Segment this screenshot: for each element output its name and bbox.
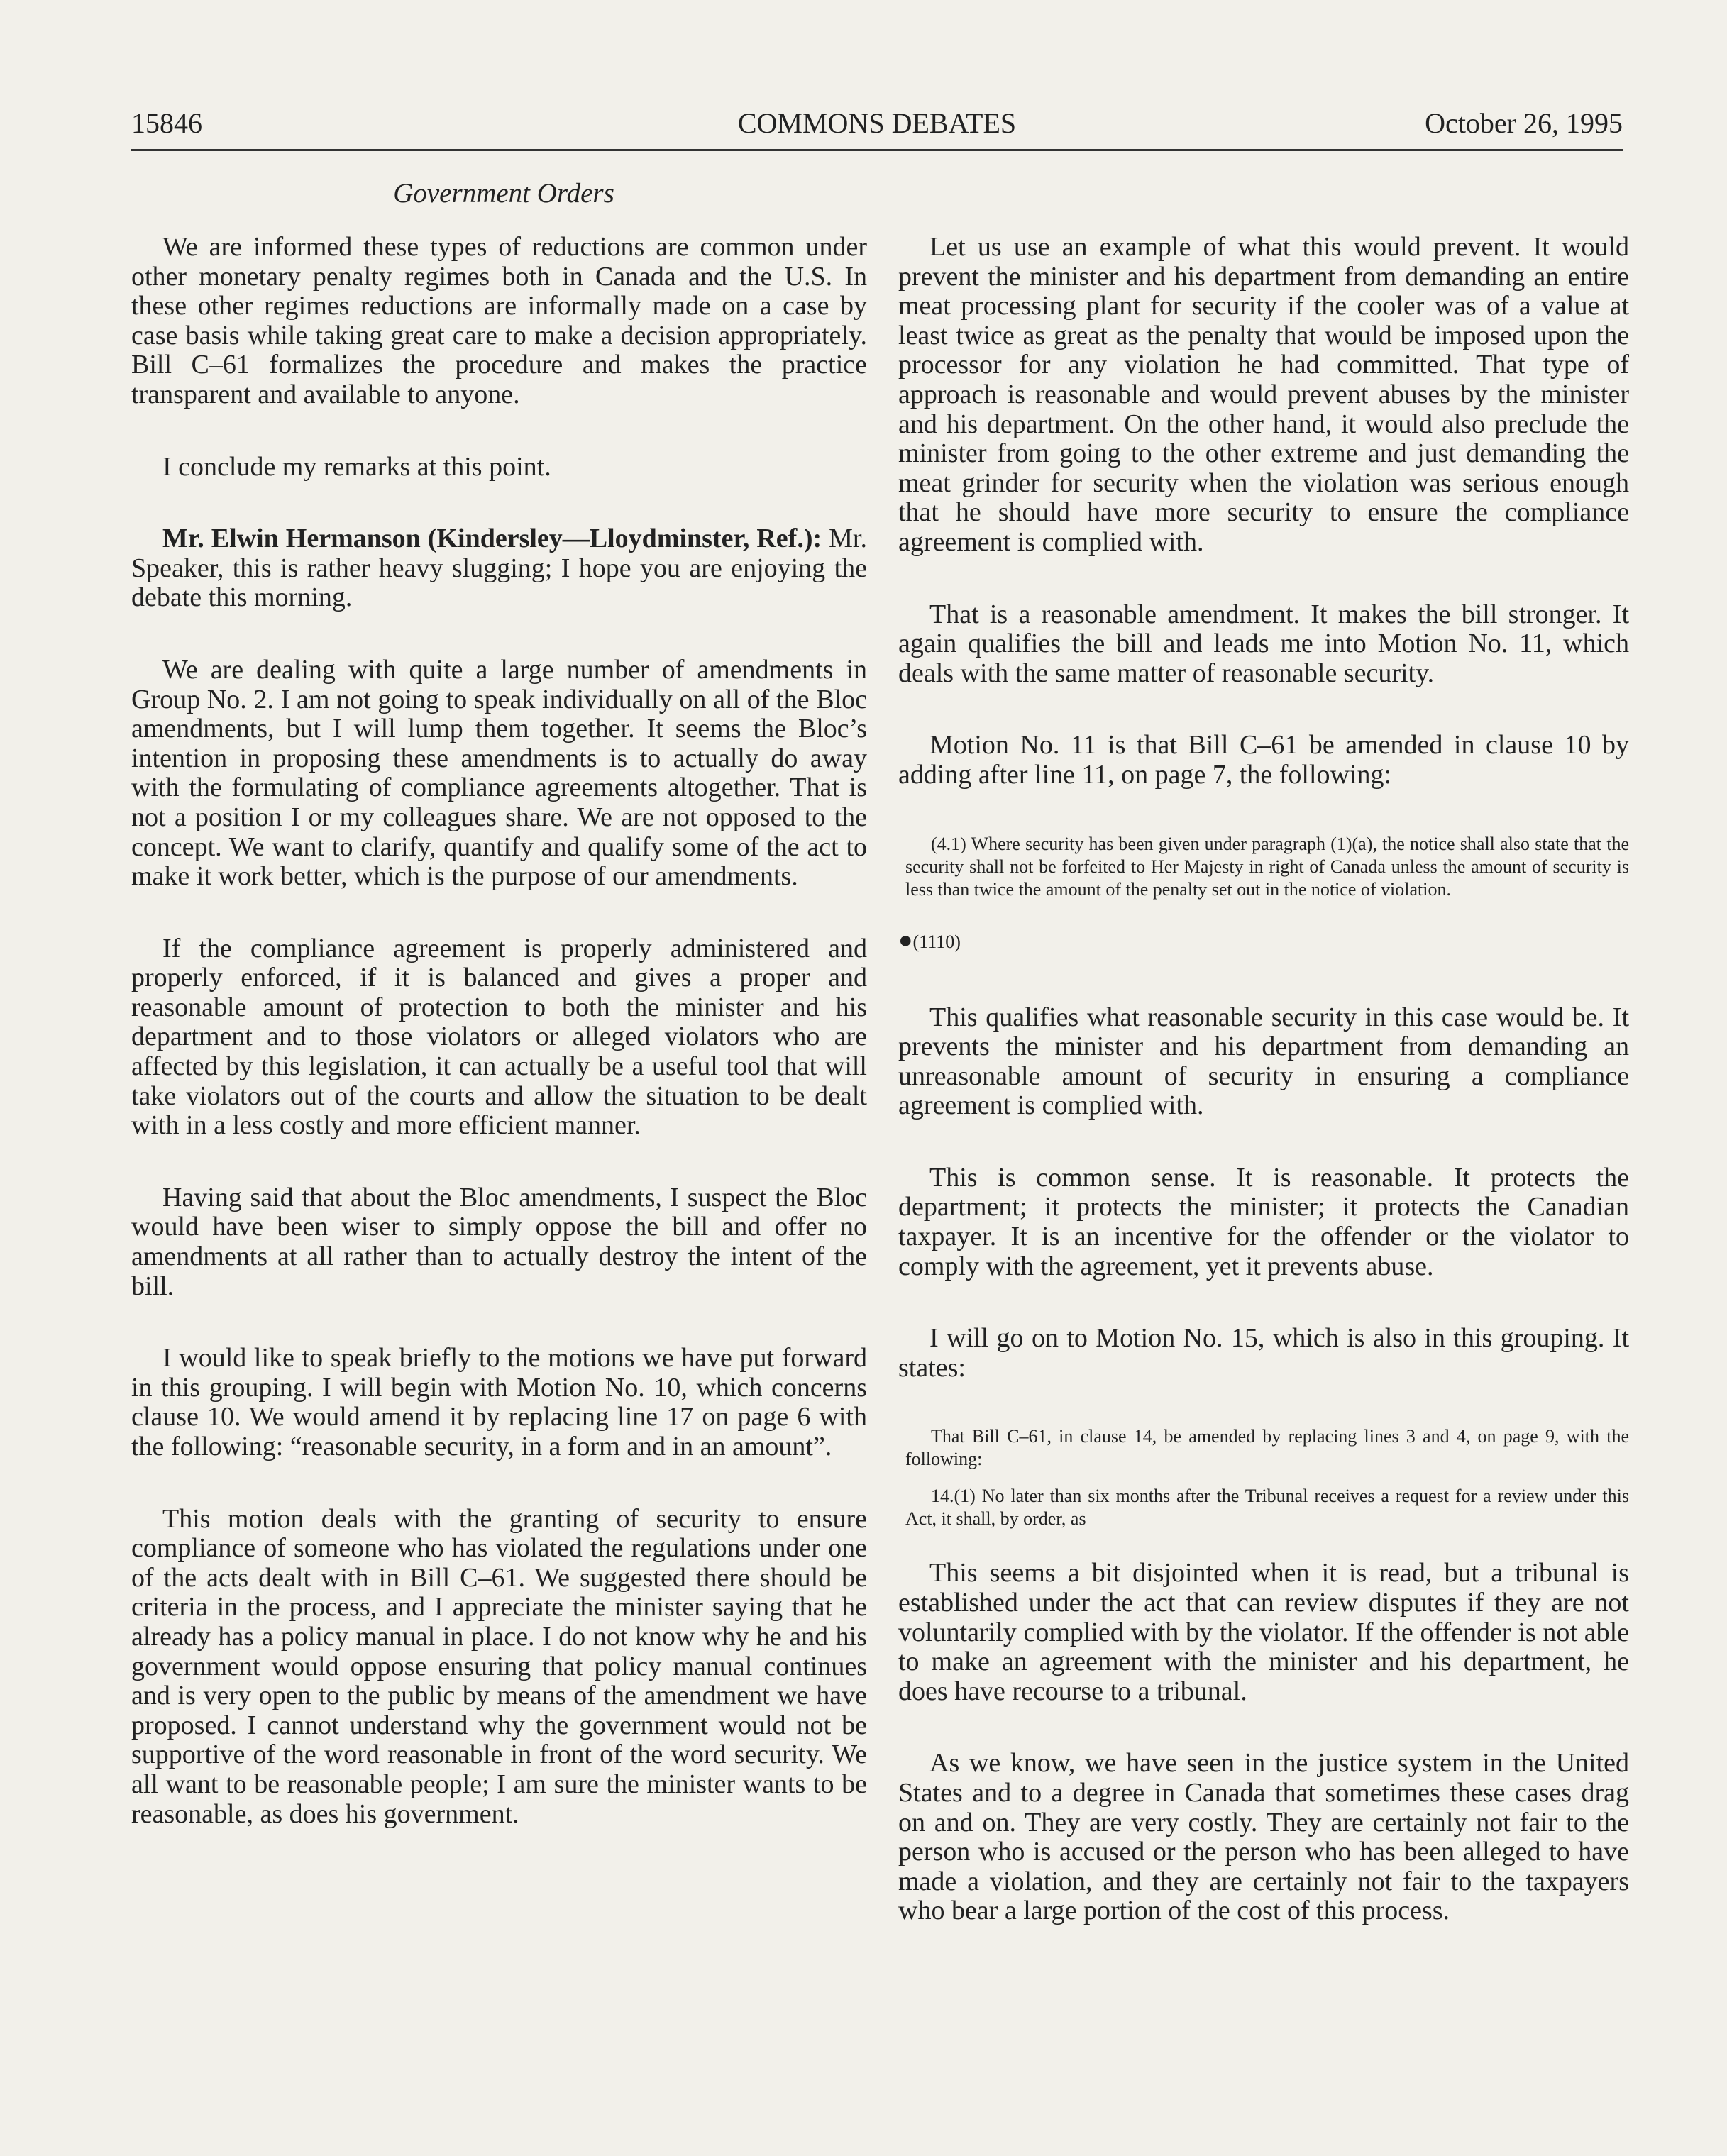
quoted-motion: That Bill C–61, in clause 14, be amended by replacing lines 3 and 4, on page 9, with the following: bbox=[905, 1426, 1629, 1470]
paragraph: I would like to speak briefly to the motions we have put forward in this grouping. I will begin with Motion No. 10, which concerns clause 10. We would amend it by replacing line 17 on page 6 with the following: “reasonable security, in a form and in an amount”. bbox=[131, 1343, 867, 1461]
paragraph: Let us use an example of what this would prevent. It would prevent the minister and his department from demanding an entire meat processing plant for security if the cooler was of a value at least twice as great as the penalty that would be imposed upon the processor for any violation he had committed. That type of approach is reasonable and would prevent abuses by the minister and his department. On the other hand, it would also preclude the minister from going to the other extreme and just demanding the meat grinder for security when the violation was serious enough that he should have more security to ensure the compliance agreement is complied with. bbox=[898, 232, 1629, 557]
left-column bbox=[131, 233, 867, 1872]
timestamp bbox=[898, 929, 1629, 953]
quoted-amendment: (4.1) Where security has been given under paragraph (1)(a), the notice shall also state that the security shall not be forfeited to Her Majesty in right of Canada unless the amount of security is less than twice the amount of the penalty set out in the notice of violation. bbox=[905, 833, 1629, 900]
timestamp-text: (1110) bbox=[912, 931, 961, 952]
paragraph: Motion No. 11 is that Bill C–61 be amended in clause 10 by adding after line 11, on page 7, the following: bbox=[898, 730, 1629, 790]
page-header bbox=[131, 106, 1623, 149]
header-rule bbox=[131, 149, 1623, 151]
paragraph: I conclude my remarks at this point. bbox=[162, 451, 551, 482]
paragraph: I will go on to Motion No. 15, which is also in this grouping. It states: bbox=[898, 1323, 1629, 1383]
paragraph: This seems a bit disjointed when it is read, but a tribunal is established under the act that can review disputes if they are not voluntarily complied with by the violator. If the offender is not able to make an agreement with the minister and his department, he does have recourse to a tribunal. bbox=[898, 1558, 1629, 1706]
page-number: 15846 bbox=[131, 107, 202, 139]
quoted-clause: 14.(1) No later than six months after the Tribunal receives a request for a review under this Act, it shall, by order, as bbox=[905, 1486, 1629, 1530]
section-heading: Government Orders bbox=[393, 178, 614, 209]
paragraph: Having said that about the Bloc amendments, I suspect the Bloc would have been wiser to simply oppose the bill and offer no amendments at all rather than to actually destroy the intent of the bill. bbox=[131, 1182, 867, 1301]
publication-title: COMMONS DEBATES bbox=[737, 107, 1017, 139]
paragraph: If the compliance agreement is properly administered and properly enforced, if it is balanced and gives a proper and reasonable amount of protection to both the minister and his department and to those violators or alleged violators who are affected by this legislation, it can actually be a useful tool that will take violators out of the courts and allow the situation to be dealt with in a less costly and more efficient manner. bbox=[131, 933, 867, 1141]
paragraph: This is common sense. It is reasonable. It protects the department; it protects the minister; it protects the Canadian taxpayer. It is an incentive for the offender or the violator to comply with the agreement, yet it prevents abuse. bbox=[898, 1162, 1629, 1281]
speaker-name: Mr. Elwin Hermanson (Kindersley—Lloydminster, Ref.): bbox=[162, 524, 822, 554]
paragraph: We are informed these types of reductions are common under other monetary penalty regimes both in Canada and the U.S. In these other regimes reductions are informally made on a case by case basis while taking great care to make a decision appropriately. Bill C–61 formalizes the procedure and makes the practice transparent and available to anyone. bbox=[131, 232, 867, 409]
bullet-icon: ● bbox=[898, 927, 913, 953]
speaker-text: Mr. Speaker, this is rather heavy slugging; I hope you are enjoying the debate this morning. bbox=[131, 524, 867, 613]
paragraph: We are dealing with quite a large number of amendments in Group No. 2. I am not going to speak individually on all of the Bloc amendments, but I will lump them together. It seems the Bloc’s intention in proposing these amendments is to actually do away with the formulating of compliance agreements altogether. That is not a position I or my colleagues share. We are not opposed to the concept. We want to clarify, quantify and qualify some of the act to make it work better, which is the purpose of our amendments. bbox=[131, 654, 867, 892]
speaker-paragraph bbox=[131, 524, 867, 613]
paragraph: That is a reasonable amendment. It makes the bill stronger. It again qualifies the bill and leads me into Motion No. 11, which deals with the same matter of reasonable security. bbox=[898, 599, 1629, 688]
paragraph: This motion deals with the granting of security to ensure compliance of someone who has violated the regulations under one of the acts dealt with in Bill C–61. We suggested there should be criteria in the process, and I appreciate the minister saying that he already has a policy manual in place. I do not know why he and his government would oppose ensuring that policy manual continues and is very open to the public by means of the amendment we have proposed. I cannot understand why the government would not be supportive of the word reasonable in front of the word security. We all want to be reasonable people; I am sure the minister wants to be reasonable, as does his government. bbox=[131, 1503, 867, 1829]
paragraph: As we know, we have seen in the justice system in the United States and to a degree in Canada that sometimes these cases drag on and on. They are very costly. They are certainly not fair to the person who is accused or the person who has been alleged to have made a violation, and they are certainly not fair to the taxpayers who bear a large portion of the cost of this process. bbox=[898, 1748, 1629, 1926]
right-column bbox=[898, 233, 1629, 1969]
paragraph: This qualifies what reasonable security in this case would be. It prevents the minister and his department from demanding an unreasonable amount of security in ensuring a compliance agreement is complied with. bbox=[898, 1002, 1629, 1121]
publication-date: October 26, 1995 bbox=[1425, 107, 1623, 139]
